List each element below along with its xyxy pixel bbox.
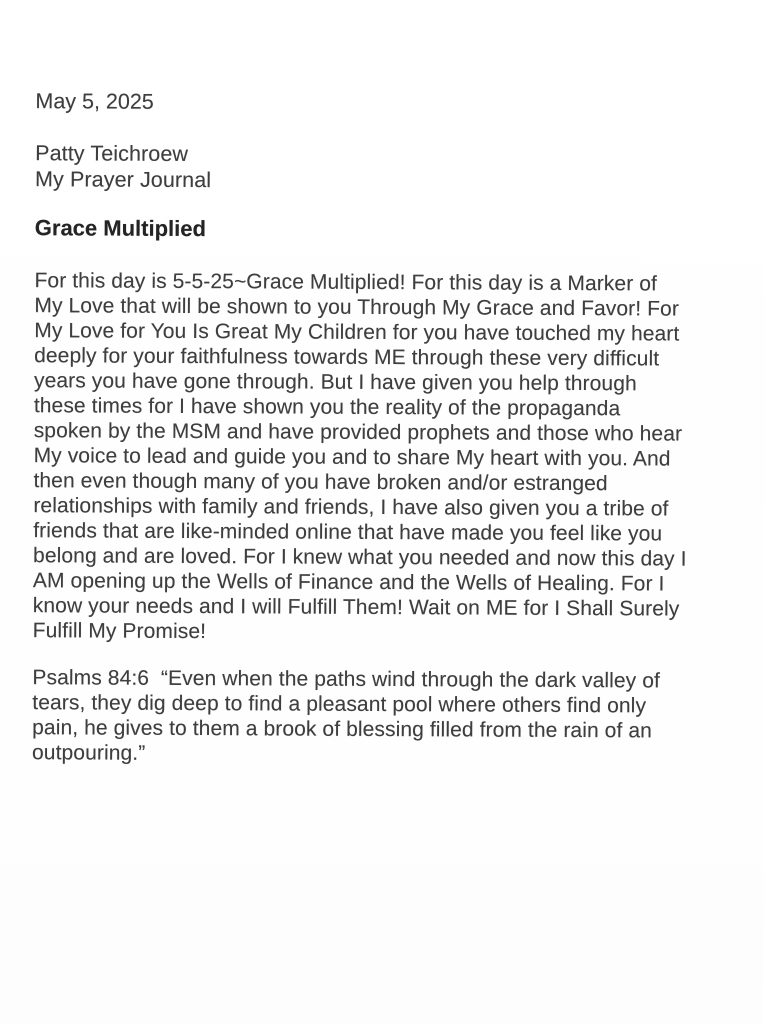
text-line: years you have gone through. But I have given you help through: [33, 369, 637, 396]
text-line: tears, they dig deep to find a pleasant pool where others find only: [32, 691, 647, 718]
entry-heading: Grace Multiplied: [34, 215, 207, 242]
text-line: spoken by the MSM and have provided prophets and those who hear: [33, 419, 683, 446]
text-line: deeply for your faithfulness towards ME through these very difficult: [34, 344, 660, 371]
text-line: these times for I have shown you the reality of the propaganda: [33, 394, 621, 421]
author-name: Patty Teichroew: [35, 141, 189, 166]
text-line: know your needs and I will Fulfill Them! Wait on ME for I Shall Surely: [32, 594, 680, 621]
text-line: For this day is 5-5-25~Grace Multiplied! For this day is a Marker of: [34, 269, 658, 296]
text-line: My Love that will be shown to you Through My Grace and Favor! For: [34, 294, 680, 321]
text-line: My Love for You Is Great My Children for you have touched my heart: [34, 319, 680, 346]
text-line: belong and are loved. For I knew what you needed and now this day I: [33, 544, 687, 571]
text-line: friends that are like-minded online that have made you feel like you: [33, 519, 663, 546]
text-line: My voice to lead and guide you and to share My heart with you. And: [33, 444, 671, 471]
text-line: Psalms 84:6 “Even when the paths wind through the dark valley of: [32, 666, 661, 693]
text-line: Fulfill My Promise!: [32, 619, 207, 644]
text-line: AM opening up the Wells of Finance and the Wells of Healing. For I: [32, 569, 665, 596]
text-line: relationships with family and friends, I have also given you a tribe of: [33, 494, 669, 521]
date-line: May 5, 2025: [35, 89, 154, 114]
body-paragraph: [33, 268, 743, 647]
text-line: pain, he gives to them a brook of blessing filled from the rain of an: [32, 716, 652, 743]
byline-block: [35, 140, 743, 196]
text-line: then even though many of you have broken and/or estranged: [33, 469, 608, 496]
journal-title: My Prayer Journal: [34, 167, 212, 193]
scripture-paragraph: [32, 665, 741, 769]
text-line: outpouring.”: [31, 741, 146, 765]
